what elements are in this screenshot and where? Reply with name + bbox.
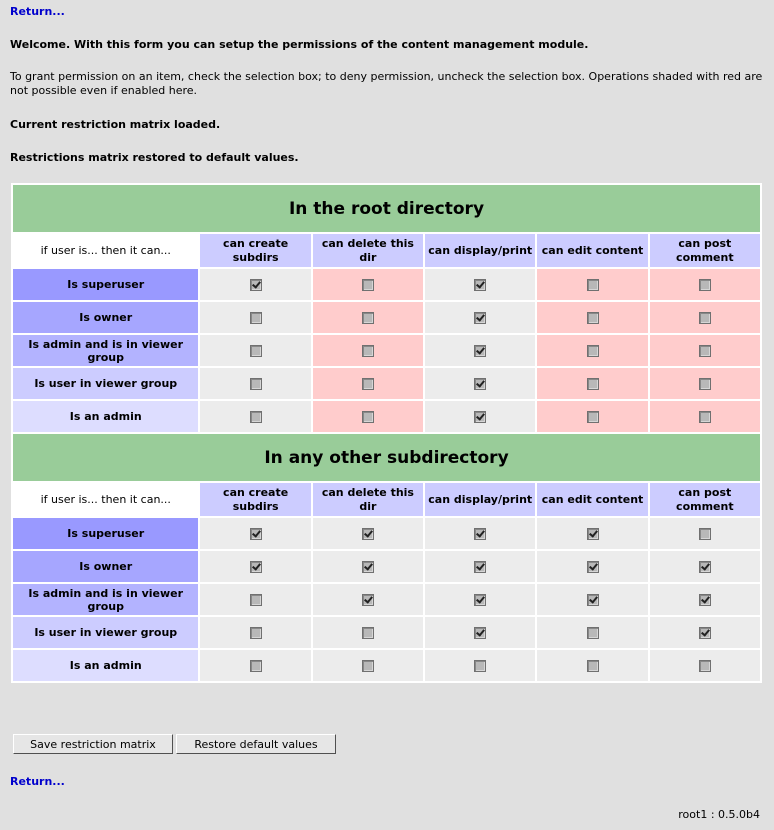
table-row [12,616,761,649]
permission-checkbox[interactable] [474,411,486,423]
permission-cell [649,517,761,550]
permission-checkbox[interactable] [587,411,599,423]
column-header: can post comment [649,233,761,268]
permission-checkbox[interactable] [474,378,486,390]
table-row [12,517,761,550]
permission-cell [424,301,536,334]
row-label: Is superuser [12,517,199,550]
permission-checkbox[interactable] [699,411,711,423]
permission-checkbox[interactable] [362,594,374,606]
permission-checkbox[interactable] [362,312,374,324]
corner-label: if user is... then it can... [12,482,199,517]
permission-checkbox[interactable] [250,594,262,606]
permission-cell [199,301,311,334]
permission-checkbox[interactable] [699,627,711,639]
permission-checkbox[interactable] [250,627,262,639]
permission-cell [536,649,648,682]
permission-cell [312,616,424,649]
disabled-cell [312,367,424,400]
permission-checkbox[interactable] [250,528,262,540]
permission-checkbox[interactable] [699,660,711,672]
permission-checkbox[interactable] [250,312,262,324]
permission-cell [199,616,311,649]
row-label: Is an admin [12,400,199,433]
column-header: can display/print [424,233,536,268]
table-row [12,550,761,583]
row-label: Is owner [12,550,199,583]
welcome-text: Welcome. With this form you can setup the permissions of the content management module. [10,38,589,51]
disabled-cell [312,301,424,334]
permission-cell [649,649,761,682]
permission-cell [424,649,536,682]
disabled-cell [312,400,424,433]
permission-cell [199,649,311,682]
permission-checkbox[interactable] [474,279,486,291]
table-row [12,400,761,433]
section-title: In any other subdirectory [12,433,761,482]
permission-checkbox[interactable] [699,561,711,573]
permission-cell [199,400,311,433]
corner-label: if user is... then it can... [12,233,199,268]
permission-cell [424,367,536,400]
permission-cell [424,550,536,583]
permission-cell [199,517,311,550]
permission-cell [424,268,536,301]
permission-checkbox[interactable] [699,528,711,540]
row-label: Is admin and is in viewer group [12,583,199,616]
table-row [12,367,761,400]
disabled-cell [536,400,648,433]
column-header: can delete this dir [312,233,424,268]
disabled-cell [649,301,761,334]
column-header: can post comment [649,482,761,517]
disabled-cell [536,301,648,334]
return-link-bottom[interactable]: Return... [10,775,65,788]
permission-cell [199,334,311,367]
row-label: Is an admin [12,649,199,682]
permission-checkbox[interactable] [474,561,486,573]
version-label: root1 : 0.5.0b4 [678,808,760,821]
permission-checkbox[interactable] [474,528,486,540]
permission-checkbox[interactable] [699,378,711,390]
permission-checkbox[interactable] [362,561,374,573]
permission-checkbox[interactable] [250,279,262,291]
row-label: Is user in viewer group [12,616,199,649]
permission-checkbox[interactable] [474,345,486,357]
permission-checkbox[interactable] [362,660,374,672]
permission-checkbox[interactable] [699,279,711,291]
permission-checkbox[interactable] [587,528,599,540]
permission-cell [312,649,424,682]
permission-checkbox[interactable] [699,594,711,606]
permission-checkbox[interactable] [699,312,711,324]
column-header: can edit content [536,233,648,268]
permission-cell [199,550,311,583]
return-link-top[interactable]: Return... [10,5,65,18]
permission-checkbox[interactable] [362,627,374,639]
section-title: In the root directory [12,184,761,233]
permission-cell [649,616,761,649]
permission-checkbox[interactable] [250,660,262,672]
disabled-cell [649,268,761,301]
permission-checkbox[interactable] [362,279,374,291]
permission-cell [536,517,648,550]
permission-cell [424,334,536,367]
permission-cell [424,517,536,550]
disabled-cell [536,367,648,400]
permission-checkbox[interactable] [587,378,599,390]
permission-cell [312,550,424,583]
permission-cell [536,550,648,583]
disabled-cell [312,268,424,301]
disabled-cell [649,334,761,367]
permission-checkbox[interactable] [474,312,486,324]
row-label: Is owner [12,301,199,334]
permission-checkbox[interactable] [587,561,599,573]
permission-checkbox[interactable] [362,411,374,423]
permission-checkbox[interactable] [699,345,711,357]
table-row [12,649,761,682]
instructions-text: To grant permission on an item, check the selection box; to deny permission, uncheck the selection box. Operations shaded with red are not possible even if enabled here. [10,70,763,97]
permission-checkbox[interactable] [587,345,599,357]
permission-checkbox[interactable] [474,627,486,639]
disabled-cell [649,367,761,400]
table-row [12,301,761,334]
permission-checkbox[interactable] [250,411,262,423]
permission-cell [424,400,536,433]
permission-checkbox[interactable] [474,660,486,672]
permission-cell [424,616,536,649]
permission-checkbox[interactable] [250,561,262,573]
permission-cell [424,583,536,616]
permission-checkbox[interactable] [474,594,486,606]
status-restored-text: Restrictions matrix restored to default values. [10,151,299,164]
permission-cell [312,517,424,550]
permission-checkbox[interactable] [362,528,374,540]
save-restriction-matrix-button[interactable]: Save restriction matrix [13,734,173,754]
permission-checkbox[interactable] [362,378,374,390]
row-label: Is admin and is in viewer group [12,334,199,367]
permission-checkbox[interactable] [587,660,599,672]
disabled-cell [536,334,648,367]
row-label: Is superuser [12,268,199,301]
permission-checkbox[interactable] [587,594,599,606]
permission-cell [536,583,648,616]
table-row [12,334,761,367]
column-header: can edit content [536,482,648,517]
column-header: can create subdirs [199,482,311,517]
disabled-cell [312,334,424,367]
permission-checkbox[interactable] [362,345,374,357]
permission-checkbox[interactable] [587,312,599,324]
restriction-matrix-table [11,183,762,683]
status-loaded-text: Current restriction matrix loaded. [10,118,221,131]
permission-checkbox[interactable] [587,279,599,291]
column-header: can display/print [424,482,536,517]
disabled-cell [649,400,761,433]
permission-checkbox[interactable] [250,378,262,390]
table-row [12,268,761,301]
permission-cell [312,583,424,616]
column-header: can delete this dir [312,482,424,517]
column-header: can create subdirs [199,233,311,268]
permission-cell [199,268,311,301]
permission-checkbox[interactable] [250,345,262,357]
restore-default-values-button[interactable]: Restore default values [176,734,336,754]
permission-cell [536,616,648,649]
permission-cell [649,550,761,583]
permission-checkbox[interactable] [587,627,599,639]
row-label: Is user in viewer group [12,367,199,400]
permission-cell [199,367,311,400]
permission-cell [199,583,311,616]
permission-cell [649,583,761,616]
table-row [12,583,761,616]
disabled-cell [536,268,648,301]
